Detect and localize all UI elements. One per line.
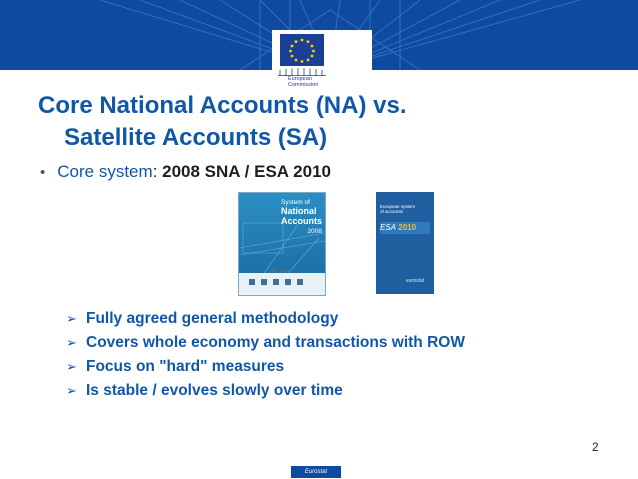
core-colon: : (152, 162, 163, 181)
page-number: 2 (592, 440, 599, 454)
core-system-line (40, 162, 331, 182)
org-line-2: Commission (288, 82, 319, 88)
list-item (66, 334, 465, 358)
organisation-name (288, 76, 318, 88)
esa-line-2: of accounts (380, 209, 404, 214)
esa-cover-text (380, 204, 415, 214)
arrow-bullet-icon: ➢ (66, 335, 77, 350)
sna-year: 2008 (307, 228, 323, 235)
core-system-value: 2008 SNA / ESA 2010 (162, 162, 331, 181)
title-line-2: Satellite Accounts (SA) (64, 124, 328, 151)
core-system-link[interactable]: Core system (57, 162, 153, 181)
bullet-list (66, 310, 465, 406)
esa-title-band (380, 222, 430, 234)
list-item (66, 310, 465, 334)
sna-line-1: System of (281, 199, 310, 206)
bullet-text: Focus on "hard" measures (86, 358, 285, 375)
esa-publisher: eurostat (406, 278, 425, 284)
bullet-text: Is stable / evolves slowly over time (86, 382, 343, 399)
eu-flag-icon (280, 34, 324, 66)
sna-cover-text (281, 199, 322, 235)
list-item (66, 382, 465, 406)
title-line-1: Core National Accounts (NA) vs. (38, 92, 407, 119)
esa-year: 2010 (398, 223, 417, 232)
building-icon (278, 68, 326, 76)
esa-title: ESA (380, 223, 397, 232)
sna-2008-book-cover (238, 192, 326, 296)
european-commission-logo (272, 30, 372, 92)
arrow-bullet-icon: ➢ (66, 311, 77, 326)
esa-2010-book-cover (376, 192, 434, 294)
bullet-dot: • (40, 164, 46, 181)
slide-title (38, 90, 618, 154)
esa-line-1: European system (380, 204, 416, 209)
org-line-1: European (288, 76, 312, 82)
sna-line-2: National (281, 206, 317, 216)
eurostat-footer-badge: Eurostat (291, 466, 341, 478)
arrow-bullet-icon: ➢ (66, 359, 77, 374)
arrow-bullet-icon: ➢ (66, 383, 77, 398)
bullet-text: Covers whole economy and transactions with ROW (86, 334, 465, 351)
sna-line-3: Accounts (281, 216, 323, 226)
list-item (66, 358, 465, 382)
bullet-text: Fully agreed general methodology (86, 310, 339, 327)
